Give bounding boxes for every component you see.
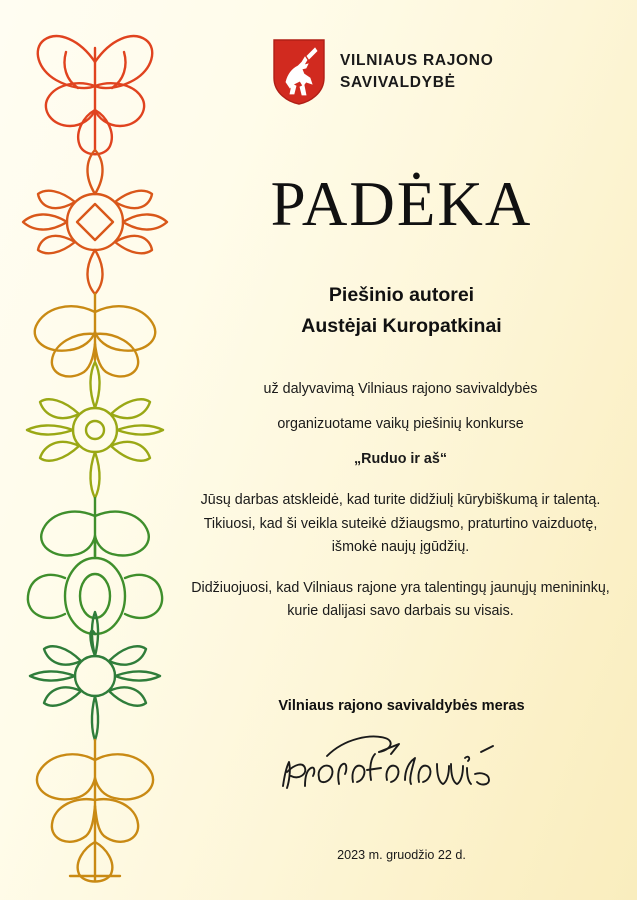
reason-line-2: organizuotame vaikų piešinių konkurse <box>277 416 524 433</box>
document-date: 2023 m. gruodžio 22 d. <box>337 848 466 862</box>
vytis-coat-of-arms-icon <box>272 38 326 106</box>
signer-title: Vilniaus rajono savivaldybės meras <box>278 698 525 714</box>
document-title: PADĖKA <box>270 169 533 239</box>
handwritten-signature <box>275 728 505 800</box>
paragraph-2: Didžiuojuosi, kad Vilniaus rajone yra talentingų jaunųjų menininkų, kurie dalijasi savo darbais su visais. <box>191 579 610 620</box>
document-header <box>272 38 493 106</box>
recipient-name: Austėjai Kuropatkinai <box>301 315 502 338</box>
reason-line-1: už dalyvavimą Vilniaus rajono savivaldybės <box>263 381 538 397</box>
document-body <box>191 378 610 641</box>
recipient-block <box>200 280 603 342</box>
folk-floral-border-ornament <box>0 0 190 900</box>
recipient-label: Piešinio autorei <box>328 284 475 306</box>
org-line-2: SAVIVALDYBĖ <box>340 74 456 91</box>
org-line-1: VILNIAUS RAJONO <box>340 52 494 69</box>
organization-name <box>340 50 493 94</box>
paragraph-1: Jūsų darbas atskleidė, kad turite didžiulį kūrybiškumą ir talentą. Tikiuosi, kad ši veikla suteikė džiaugsmo, praturtino vaizduotę, išmokė naujų įgūdžių. <box>200 492 601 555</box>
contest-name: „Ruduo ir aš“ <box>354 451 447 468</box>
